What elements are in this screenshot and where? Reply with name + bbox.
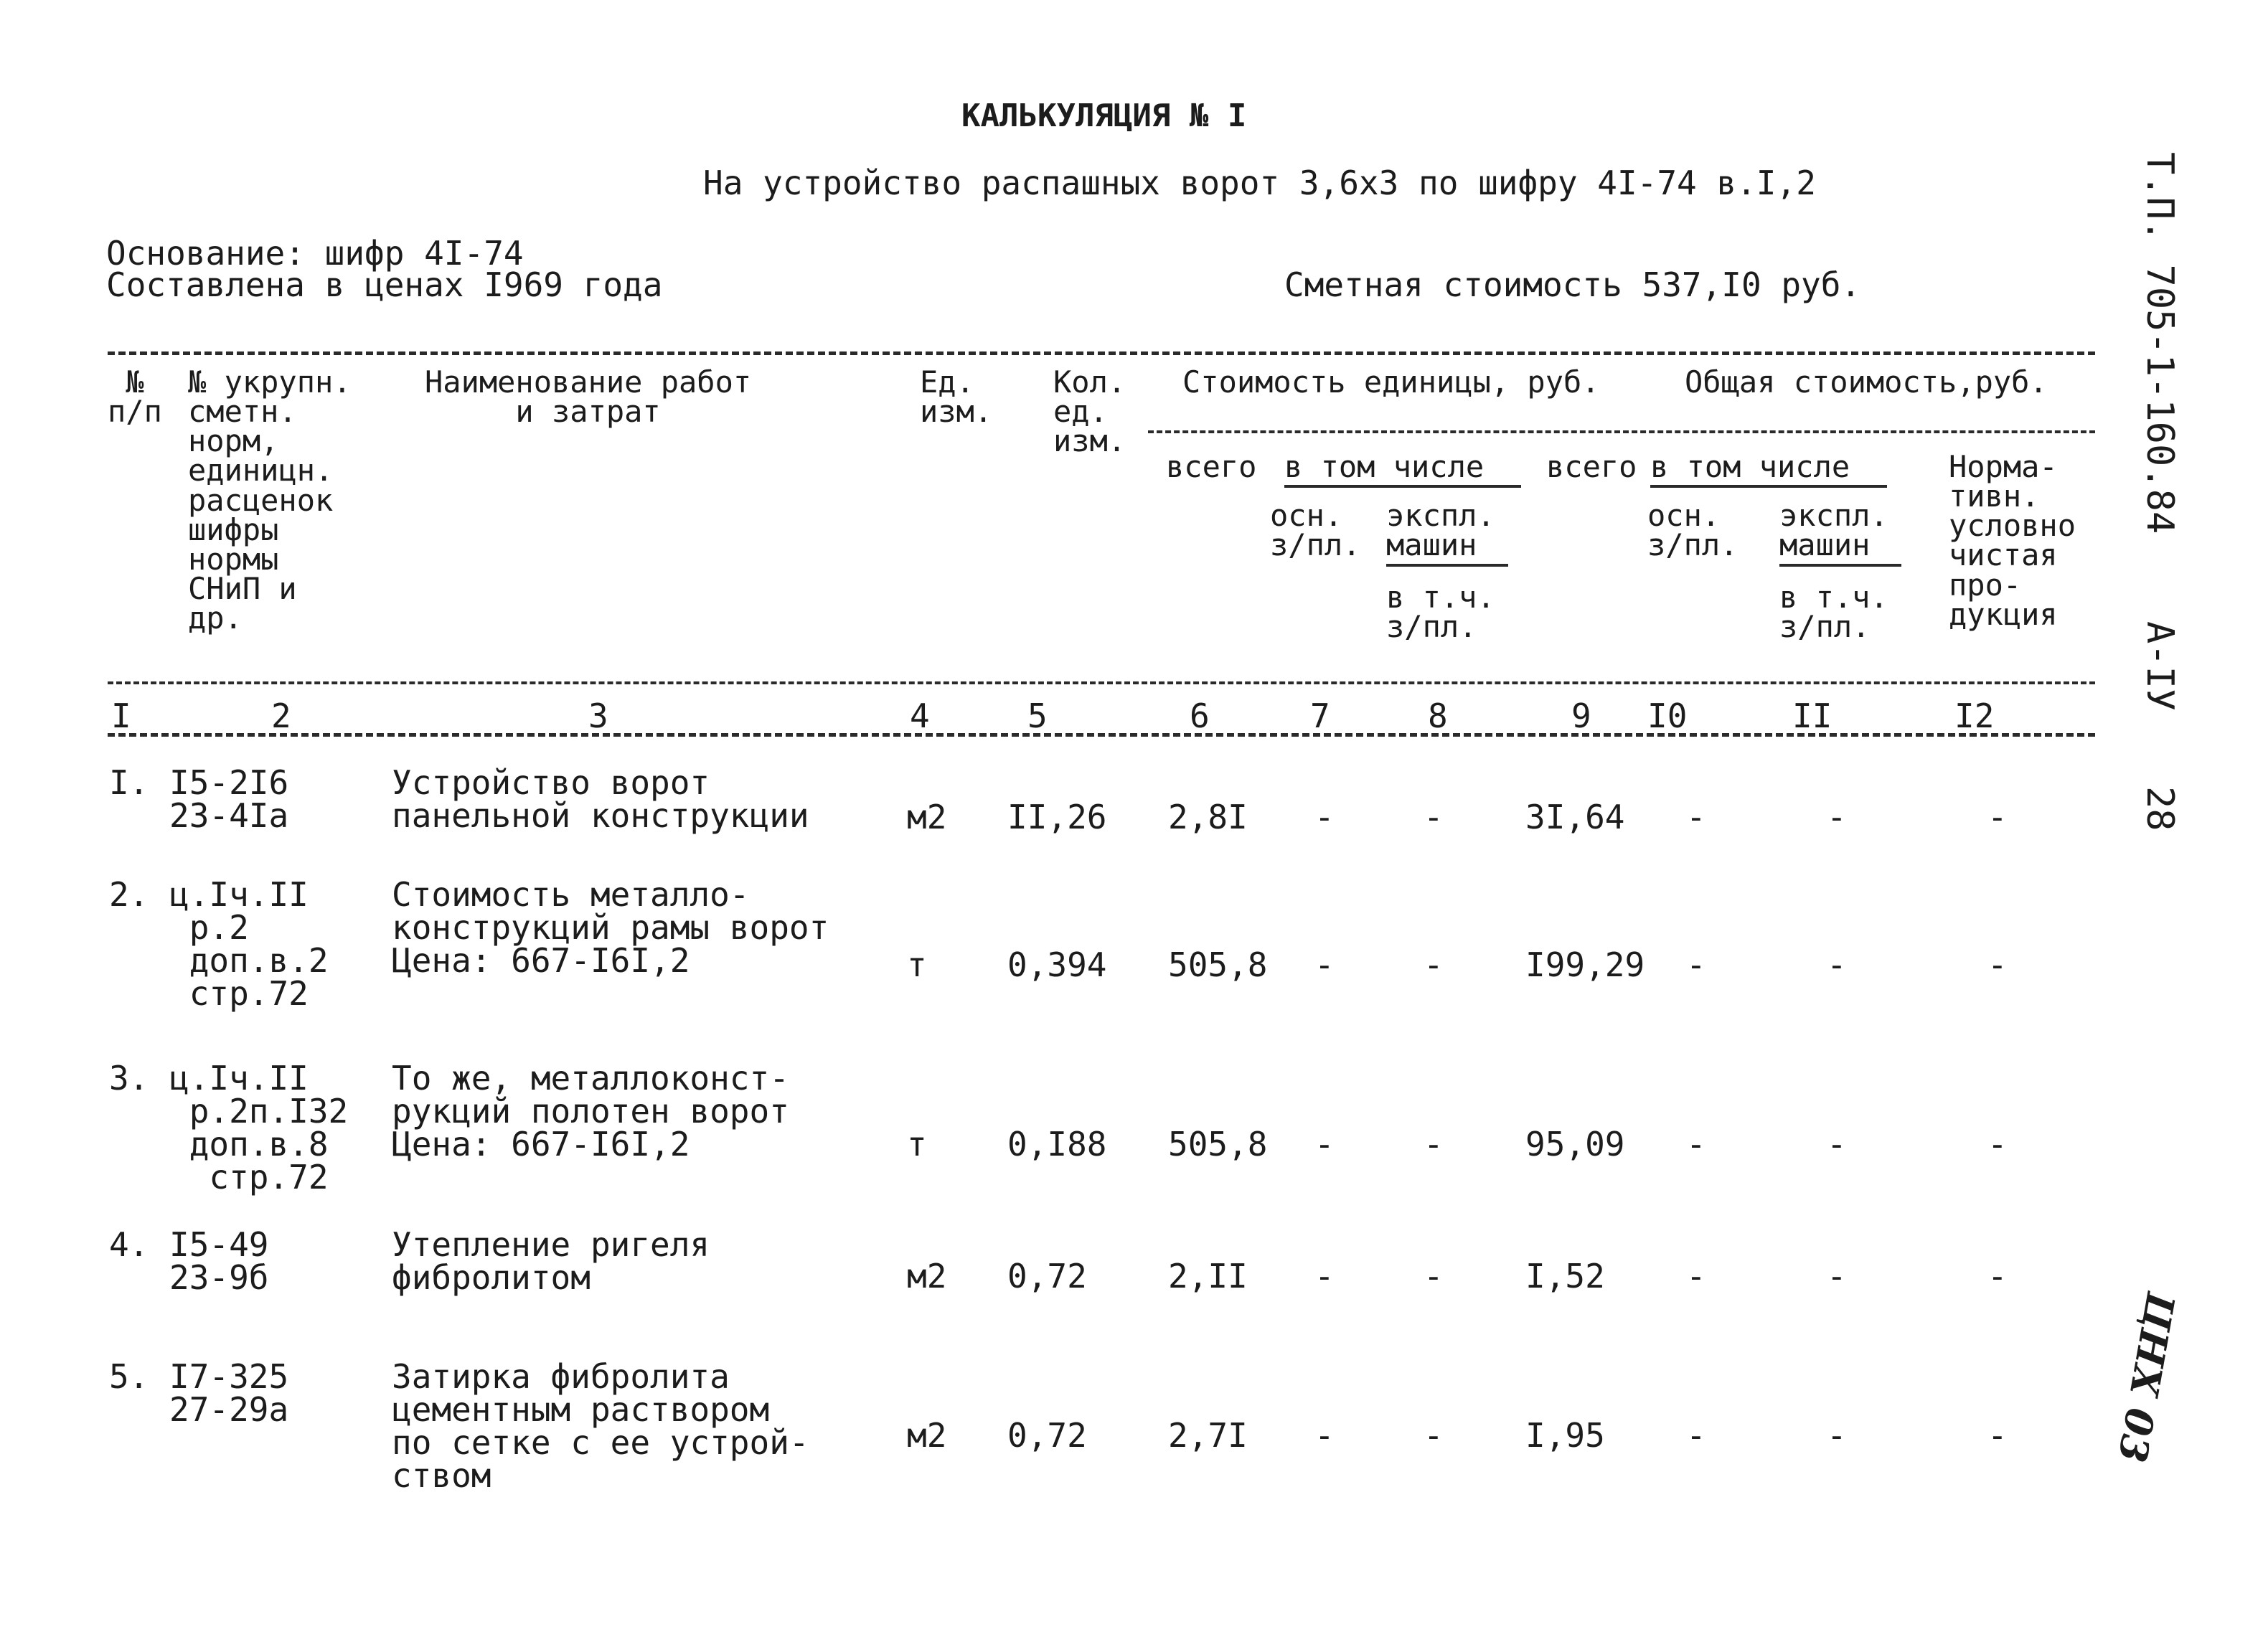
row-col7: - <box>1314 798 1335 836</box>
row-code: ц.Iч.II р.2п.I32 доп.в.8 стр.72 <box>169 1059 349 1196</box>
row-name: Утепление ригеля фибролитом <box>392 1225 710 1297</box>
column-number: 7 <box>1310 697 1330 735</box>
row-code: I5-49 23-9б <box>169 1225 269 1297</box>
header-total-cost: Общая стоимость,руб. <box>1685 364 2048 400</box>
row-qty: 0,72 <box>1007 1416 1087 1455</box>
row-name: Устройство ворот панельной конструкции <box>392 763 809 835</box>
row-number: 3. <box>109 1059 149 1098</box>
row-col10: - <box>1686 1416 1706 1455</box>
row-unit-total: 505,8 <box>1168 945 1268 984</box>
row-col10: - <box>1686 1257 1706 1295</box>
header-osn-zpl-2: осн. з/пл. <box>1647 498 1739 563</box>
row-unit-total: 505,8 <box>1168 1125 1268 1164</box>
header-col-4: Ед. изм. <box>920 364 993 430</box>
row-col10: - <box>1686 798 1706 836</box>
row-col8: - <box>1424 945 1444 984</box>
row-total: 95,09 <box>1525 1125 1625 1164</box>
row-number: 4. <box>109 1225 149 1264</box>
row-unit-total: 2,7I <box>1168 1416 1248 1455</box>
column-number: 9 <box>1571 697 1591 735</box>
column-number: 5 <box>1027 697 1048 735</box>
header-normative: Норма- тивн. условно чистая про- дукция <box>1949 449 2076 632</box>
row-number: 2. <box>109 875 149 914</box>
header-col-3: Наименование работ и затрат <box>425 364 752 430</box>
side-signature: ЦНХ 03 <box>2109 1288 2184 1466</box>
column-number: 2 <box>271 697 291 735</box>
row-col11: - <box>1827 1125 1847 1164</box>
row-unit: м2 <box>907 798 947 836</box>
document-subtitle: На устройство распашных ворот 3,6х3 по шифру 4I-74 в.I,2 <box>703 164 1816 202</box>
column-number: I <box>111 697 131 735</box>
row-unit: т <box>907 1125 927 1164</box>
row-col11: - <box>1827 1257 1847 1295</box>
row-col12: - <box>1987 798 2008 836</box>
column-number: 6 <box>1190 697 1210 735</box>
row-total: I,52 <box>1525 1257 1605 1295</box>
row-col8: - <box>1424 1257 1444 1295</box>
row-unit-total: 2,II <box>1168 1257 1248 1295</box>
document-title: КАЛЬКУЛЯЦИЯ № I <box>961 98 1247 134</box>
column-number: 8 <box>1428 697 1448 735</box>
row-unit: м2 <box>907 1257 947 1295</box>
row-name: Затирка фибролита цементным раствором по сетке с ее устрой- ством <box>392 1357 809 1495</box>
row-col10: - <box>1686 1125 1706 1164</box>
header-v-tom-chisle-2: в том числе <box>1650 449 1850 484</box>
underline-v-tom-chisle <box>1284 485 1521 488</box>
row-col8: - <box>1424 798 1444 836</box>
header-ekspl-mashin-2: экспл. машин <box>1779 498 1888 563</box>
row-col12: - <box>1987 1125 2008 1164</box>
header-top-rule <box>108 351 2095 355</box>
row-col11: - <box>1827 945 1847 984</box>
row-total: 3I,64 <box>1525 798 1625 836</box>
row-col7: - <box>1314 1125 1335 1164</box>
side-page-number: 28 <box>2138 786 2181 831</box>
header-vtch-zpl: в т.ч. з/пл. <box>1386 580 1495 645</box>
header-v-tom-chisle: в том числе <box>1284 449 1485 484</box>
column-number: I2 <box>1954 697 1995 735</box>
row-name: Стоимость металло- конструкций рамы ворот Цена: 667-I6I,2 <box>392 875 829 980</box>
row-name: То же, металлоконст- рукций полотен ворот Цена: 667-I6I,2 <box>392 1059 789 1164</box>
underline-v-tom-chisle-2 <box>1650 485 1887 488</box>
header-col-1: № п/п <box>108 364 162 430</box>
row-code: I5-2I6 23-4Iа <box>169 763 289 835</box>
header-vsego: всего <box>1166 449 1257 484</box>
row-qty: II,26 <box>1007 798 1107 836</box>
underline-ekspl <box>1386 564 1508 567</box>
row-number: 5. <box>109 1357 149 1396</box>
row-col8: - <box>1424 1125 1444 1164</box>
row-col7: - <box>1314 945 1335 984</box>
header-ekspl-mashin: экспл. машин <box>1386 498 1495 563</box>
header-unit-cost: Стоимость единицы, руб. <box>1182 364 1600 400</box>
side-document-code: Т.П. 705-1-160.84 <box>2138 152 2181 534</box>
row-col12: - <box>1987 1257 2008 1295</box>
row-code: ц.Iч.II р.2 доп.в.2 стр.72 <box>169 875 329 1013</box>
row-qty: 0,I88 <box>1007 1125 1107 1164</box>
column-number: 3 <box>588 697 608 735</box>
row-col11: - <box>1827 1416 1847 1455</box>
underline-ekspl-2 <box>1779 564 1901 567</box>
row-qty: 0,394 <box>1007 945 1107 984</box>
row-col11: - <box>1827 798 1847 836</box>
column-number: I0 <box>1647 697 1688 735</box>
row-total: I,95 <box>1525 1416 1605 1455</box>
header-vsego-2: всего <box>1546 449 1637 484</box>
side-album: А-IУ <box>2138 621 2181 712</box>
row-col7: - <box>1314 1416 1335 1455</box>
row-col10: - <box>1686 945 1706 984</box>
row-col12: - <box>1987 945 2008 984</box>
row-col7: - <box>1314 1257 1335 1295</box>
compiled-line: Составлена в ценах I969 года <box>106 265 663 304</box>
header-osn-zpl: осн. з/пл. <box>1270 498 1361 563</box>
header-mid-rule <box>1148 430 2095 433</box>
row-unit-total: 2,8I <box>1168 798 1248 836</box>
header-col-2: № укрупн. сметн. норм, единицн. расценок шифры нормы СНиП и др. <box>188 364 352 636</box>
estimate-cost: Сметная стоимость 537,I0 руб. <box>1284 265 1861 304</box>
row-number: I. <box>109 763 149 802</box>
row-qty: 0,72 <box>1007 1257 1087 1295</box>
basis-line: Основание: шифр 4I-74 <box>106 234 524 273</box>
row-col12: - <box>1987 1416 2008 1455</box>
column-number: 4 <box>910 697 930 735</box>
column-number: II <box>1792 697 1832 735</box>
row-col8: - <box>1424 1416 1444 1455</box>
header-vtch-zpl-2: в т.ч. з/пл. <box>1779 580 1888 645</box>
row-code: I7-325 27-29а <box>169 1357 289 1429</box>
column-numbers-rule <box>108 733 2095 737</box>
header-col-5: Кол. ед. изм. <box>1053 364 1126 459</box>
header-bottom-rule <box>108 681 2095 684</box>
row-total: I99,29 <box>1525 945 1645 984</box>
row-unit: м2 <box>907 1416 947 1455</box>
row-unit: т <box>907 945 927 984</box>
